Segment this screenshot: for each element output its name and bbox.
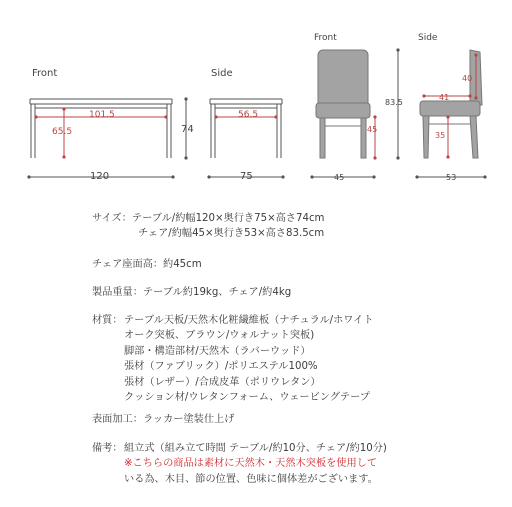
weight-value: テーブル約19kg、チェア/約4kg [142, 287, 292, 298]
notes-line-1: 組立式（組み立て時間 テーブル/約10分、チェア/約10分) [124, 443, 387, 454]
table-height: 74 [181, 124, 194, 135]
size-line-2: チェア/約幅45×奥行き53×高さ83.5cm [138, 228, 325, 239]
chair-front-drawing [316, 50, 370, 158]
notes-line-2: ※こちらの商品は素材に天然木・天然木突板を使用して [124, 458, 378, 470]
table-side-label: Side [211, 68, 233, 79]
notes-list [124, 441, 387, 487]
weight-spec [92, 285, 291, 300]
chair-leg-height: 35 [435, 131, 446, 140]
dimension-drawing [0, 0, 512, 200]
size-line-1: テーブル/約幅120×奥行き75×高さ74cm [131, 213, 325, 224]
material-line: テーブル天板/天然木化粧繊維板（ナチュラル/ホワイト [124, 315, 374, 326]
notes-label: 備考： [92, 443, 123, 454]
table-side-drawing [210, 99, 282, 158]
finish-label: 表面加工： [92, 414, 143, 425]
chair-width: 45 [334, 173, 345, 182]
chair-depth: 53 [446, 173, 457, 182]
finish-spec [92, 412, 234, 427]
seat-value: 約45cm [163, 259, 202, 270]
chair-front-label: Front [314, 33, 337, 43]
chair-seat-height: 45 [367, 125, 378, 134]
chair-total-height: 83.5 [385, 98, 403, 107]
notes-line-3: いる為、木目、節の位置、色味に個体差がございます。 [124, 473, 378, 485]
table-leg-height: 65.5 [52, 127, 73, 137]
seat-label: チェア座面高： [92, 259, 164, 270]
chair-side-label: Side [418, 33, 438, 43]
seat-height-spec [92, 257, 202, 272]
material-line: オーク突板、ブラウン/ウォルナット突板) [124, 330, 315, 342]
material-line: 張材（ファブリック）/ポリエステル100% [124, 361, 318, 373]
table-inner-width: 101.5 [89, 110, 115, 120]
table-depth: 75 [240, 171, 253, 182]
table-width: 120 [90, 171, 110, 182]
material-line: 張材（レザー）/合成皮革（ポリウレタン） [124, 376, 321, 388]
chair-inner-width: 41 [439, 93, 450, 102]
chair-side-drawing [420, 50, 482, 158]
spec-section [0, 200, 512, 507]
dimension-diagram [0, 0, 512, 200]
size-spec [92, 211, 324, 226]
material-line: 脚部・構造部材/天然木（ラバーウッド） [124, 345, 311, 357]
material-list [124, 313, 374, 405]
chair-back-height: 40 [462, 74, 473, 83]
weight-label: 製品重量： [92, 287, 143, 298]
finish-value: ラッカー塗装仕上げ [142, 414, 235, 425]
table-front-label: Front [32, 68, 58, 79]
material-label: 材質： [92, 315, 123, 326]
table-side-inner: 56.5 [238, 110, 259, 120]
material-line: クッション材/ウレタンフォーム、ウェービングテープ [124, 392, 370, 404]
size-label: サイズ： [92, 213, 132, 224]
